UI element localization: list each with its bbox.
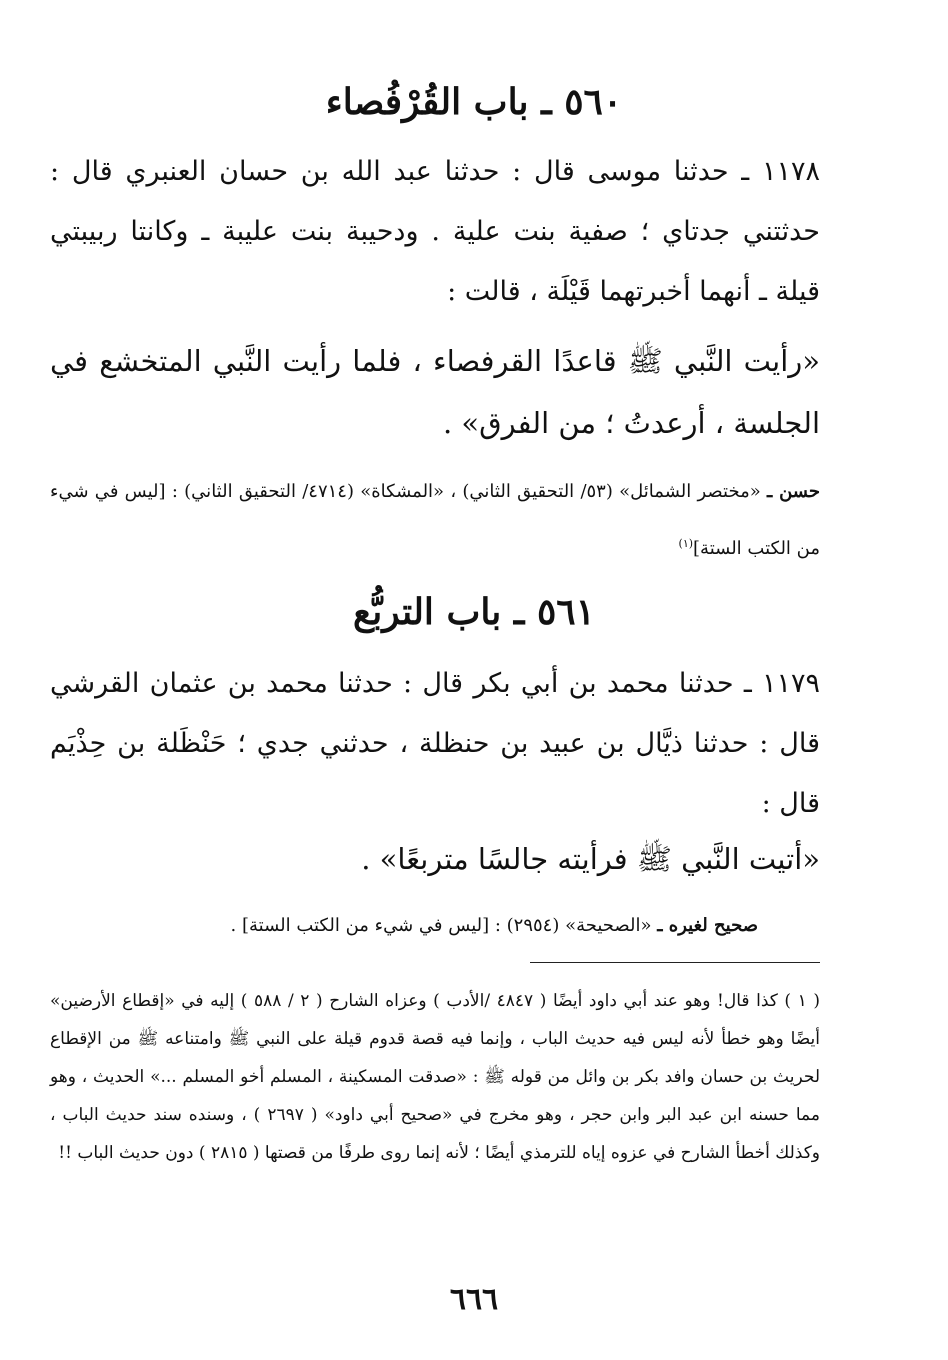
footnote: ( ١ ) كذا قال! وهو عند أبي داود أيضًا ( ٤٨٤٧ /الأدب ) وعزاه الشارح ( ٢ / ٥٨٨ ) إليه في «إقطاع الأرضين» أيضًا وهو خطأ لأنه ليس فيه حديث الباب ، وإنما فيه قصة قدوم قيلة على النبي ﷺ وامتناعه ﷺ من الإقطاع لحريث بن حسان وافد بكر بن وائل من قوله ﷺ : «صدقت المسكينة ، المسلم أخو المسلم ...» الحديث ، وهو مما حسنه ابن عبد البر وابن حجر ، وهو مخرج في «صحيح أبي داود» ( ٢٦٩٧ ) ، وسنده سند حديث الباب ، وكذلك أخطأ الشارح في عزوه إياه للترمذي أيضًا ؛ لأنه إنما روى طرفًا من قصتها ( ٢٨١٥ ) دون حديث الباب !! [50, 991, 820, 1163]
hadith-1179-grading [50, 900, 758, 952]
footnote-divider [530, 962, 820, 963]
grading-sources: «الصحيحة» (٢٩٥٤) : [ليس في شيء من الكتب الستة] . [230, 915, 652, 936]
grading-sources: «مختصر الشمائل» (٥٣/ التحقيق الثاني) ، «المشكاة» (٤٧١٤/ التحقيق الثاني) : [ليس في شيء من الكتب الستة] [50, 481, 820, 559]
hadith-1179-chain: ١١٧٩ ـ حدثنا محمد بن أبي بكر قال : حدثنا محمد بن عثمان القرشي قال : حدثنا ذيَّال بن عبيد بن حنظلة ، حدثني جدي ؛ حَنْظَلة بن حِذْيَم قال : [50, 668, 820, 819]
hadith-1178-chain: ١١٧٨ ـ حدثنا موسى قال : حدثنا عبد الله بن حسان العنبري قال : حدثتني جدتاي ؛ صفية بنت علية . ودحيبة بنت عليبة ـ وكانتا ربيبتي قيلة ـ أنهما أخبرتهما قَيْلَة ، قالت : [50, 156, 820, 307]
hadith-1178-grading [50, 466, 820, 575]
footnote-ref: (١) [678, 537, 694, 550]
grading-tag: حسن ـ [767, 481, 820, 502]
hadith-1179-text: «أتيت النَّبي ﷺ فرأيته جالسًا متربعًا» . [361, 842, 820, 876]
page-number: ٦٦٦ [449, 1282, 499, 1317]
grading-tag: صحيح لغيره ـ [657, 915, 758, 936]
chapter-heading-561: ٥٦١ ـ باب التربُّع [353, 591, 595, 633]
chapter-heading-560: ٥٦٠ ـ باب القُرْفُصاء [325, 81, 623, 123]
hadith-1178-text: «رأيت النَّبي ﷺ قاعدًا القرفصاء ، فلما رأيت النَّبي المتخشع في الجلسة ، أرعدتُ ؛ من الفرق» . [50, 344, 820, 440]
